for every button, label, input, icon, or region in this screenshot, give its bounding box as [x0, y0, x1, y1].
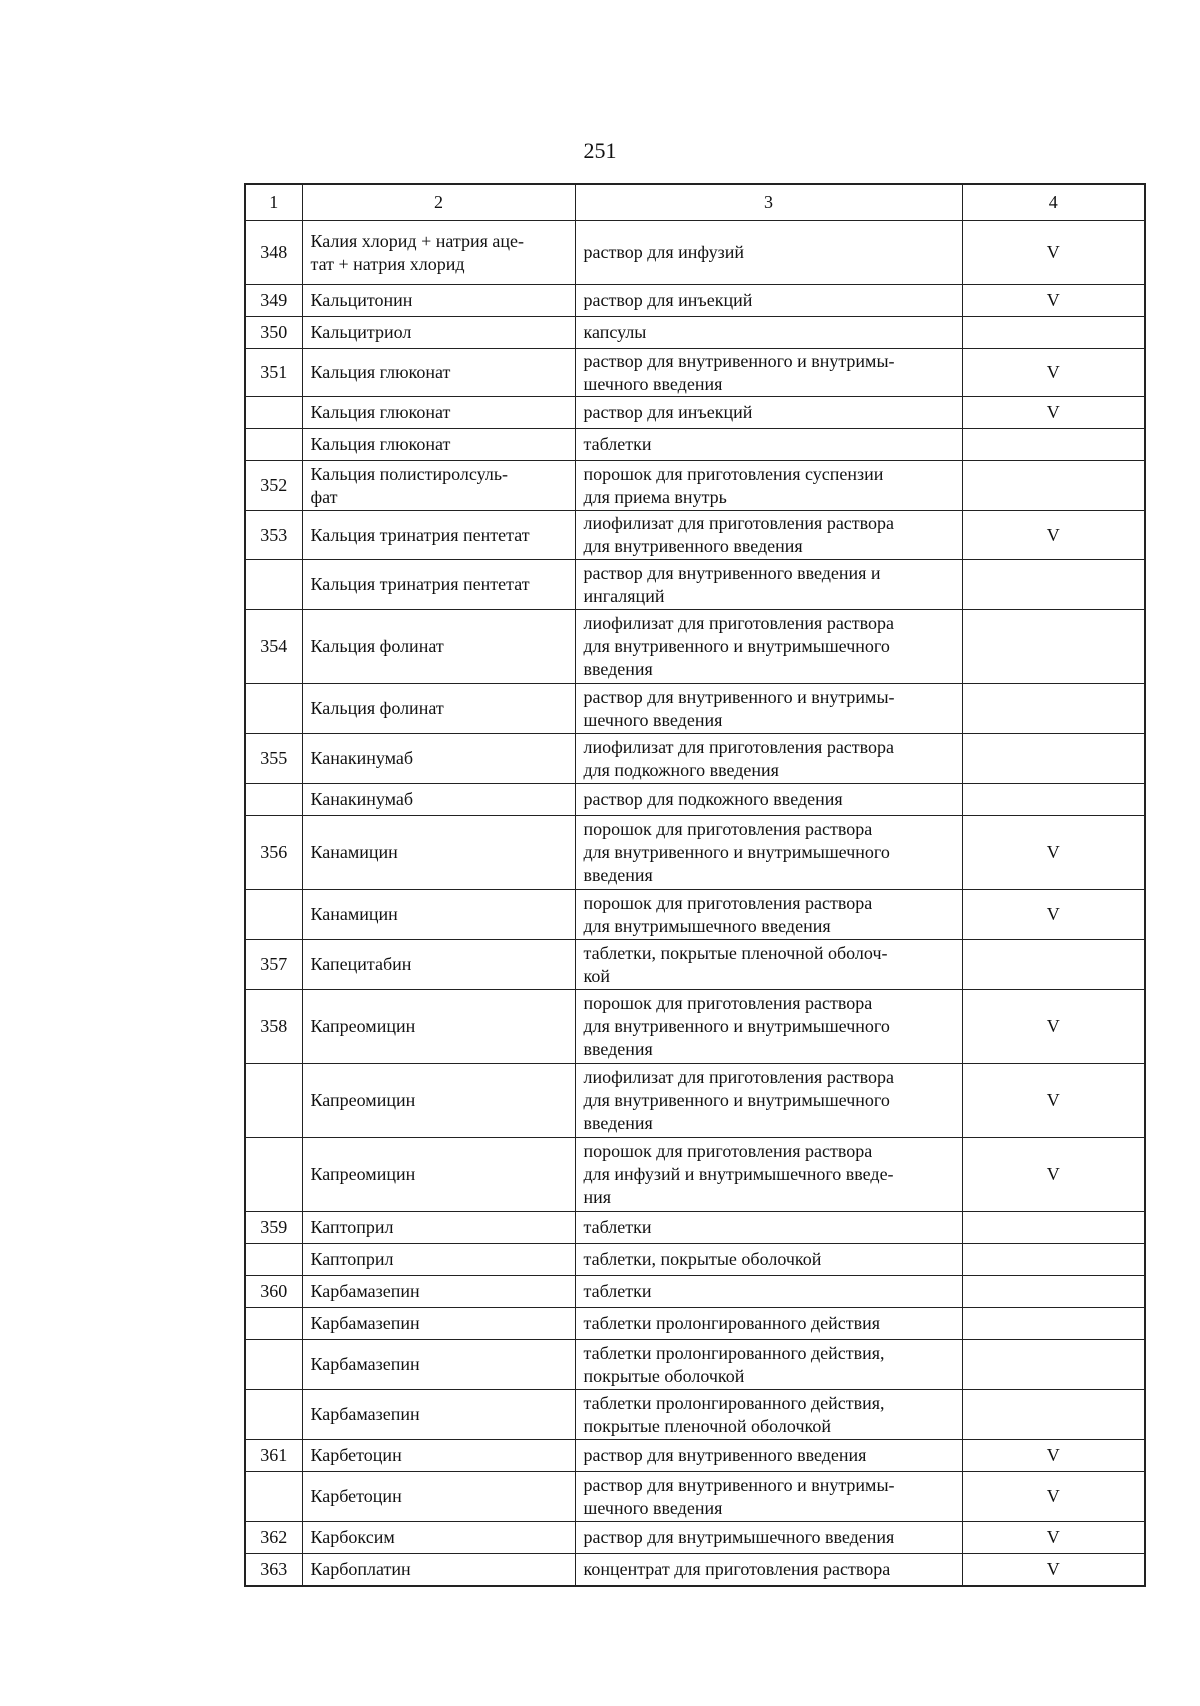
mark-cell: V [962, 1472, 1145, 1522]
row-number-cell: 357 [245, 940, 302, 990]
row-number-cell [245, 1472, 302, 1522]
mark-cell: V [962, 285, 1145, 317]
drug-name-cell: Канамицин [302, 816, 575, 890]
drug-name-cell: Канакинумаб [302, 734, 575, 784]
drug-name-cell: Карбетоцин [302, 1440, 575, 1472]
dosage-form-cell: раствор для внутривенного и внутримы- шечного введения [575, 1472, 962, 1522]
dosage-form-cell: раствор для внутривенного введения и ингаляций [575, 560, 962, 610]
row-number-cell [245, 1340, 302, 1390]
mark-cell: V [962, 511, 1145, 560]
dosage-form-cell: капсулы [575, 317, 962, 349]
table-row [245, 940, 1145, 990]
table-body [245, 221, 1145, 1586]
drug-name-cell: Кальция тринатрия пентетат [302, 560, 575, 610]
drug-name-cell: Каптоприл [302, 1244, 575, 1276]
dosage-form-cell: лиофилизат для приготовления раствора для внутривенного и внутримышечного введения [575, 610, 962, 684]
drug-name-cell: Кальция глюконат [302, 349, 575, 397]
mark-cell [962, 684, 1145, 734]
mark-cell: V [962, 890, 1145, 940]
dosage-form-cell: таблетки пролонгированного действия [575, 1308, 962, 1340]
table-row [245, 1440, 1145, 1472]
row-number-cell: 351 [245, 349, 302, 397]
table-row [245, 990, 1145, 1064]
row-number-cell [245, 1308, 302, 1340]
page-number: 251 [583, 138, 617, 163]
drug-name-cell: Канамицин [302, 890, 575, 940]
dosage-form-cell: раствор для внутривенного и внутримы- шечного введения [575, 684, 962, 734]
drug-name-cell: Карбетоцин [302, 1472, 575, 1522]
dosage-form-cell: таблетки пролонгированного действия, покрытые оболочкой [575, 1340, 962, 1390]
table-row [245, 1472, 1145, 1522]
mark-cell: V [962, 1440, 1145, 1472]
drug-name-cell: Карбамазепин [302, 1276, 575, 1308]
mark-cell [962, 1212, 1145, 1244]
table-row [245, 684, 1145, 734]
table-row [245, 397, 1145, 429]
dosage-form-cell: лиофилизат для приготовления раствора для внутривенного введения [575, 511, 962, 560]
dosage-form-cell: раствор для подкожного введения [575, 784, 962, 816]
table-row [245, 816, 1145, 890]
dosage-form-cell: концентрат для приготовления раствора [575, 1554, 962, 1586]
mark-cell: V [962, 1522, 1145, 1554]
row-number-cell [245, 784, 302, 816]
table-row [245, 890, 1145, 940]
dosage-form-cell: раствор для внутримышечного введения [575, 1522, 962, 1554]
table-row [245, 560, 1145, 610]
dosage-form-cell: раствор для инфузий [575, 221, 962, 285]
mark-cell: V [962, 221, 1145, 285]
dosage-form-cell: таблетки пролонгированного действия, покрытые пленочной оболочкой [575, 1390, 962, 1440]
drug-name-cell: Канакинумаб [302, 784, 575, 816]
row-number-cell: 350 [245, 317, 302, 349]
mark-cell: V [962, 1138, 1145, 1212]
row-number-cell: 359 [245, 1212, 302, 1244]
row-number-cell: 361 [245, 1440, 302, 1472]
row-number-cell: 358 [245, 990, 302, 1064]
row-number-cell: 352 [245, 461, 302, 511]
mark-cell: V [962, 1064, 1145, 1138]
table-row [245, 1308, 1145, 1340]
mark-cell [962, 940, 1145, 990]
column-header-2: 2 [302, 184, 575, 221]
mark-cell: V [962, 349, 1145, 397]
drug-name-cell: Карбоксим [302, 1522, 575, 1554]
mark-cell: V [962, 990, 1145, 1064]
row-number-cell [245, 684, 302, 734]
dosage-form-cell: таблетки, покрытые оболочкой [575, 1244, 962, 1276]
column-header-3: 3 [575, 184, 962, 221]
dosage-form-cell: лиофилизат для приготовления раствора для внутривенного и внутримышечного введения [575, 1064, 962, 1138]
mark-cell: V [962, 397, 1145, 429]
drug-name-cell: Капреомицин [302, 1064, 575, 1138]
drug-table [244, 183, 1146, 1587]
drug-name-cell: Кальцитонин [302, 285, 575, 317]
table-row [245, 221, 1145, 285]
row-number-cell [245, 1390, 302, 1440]
drug-name-cell: Кальция глюконат [302, 397, 575, 429]
mark-cell [962, 734, 1145, 784]
table-row [245, 1064, 1145, 1138]
row-number-cell [245, 890, 302, 940]
column-header-4: 4 [962, 184, 1145, 221]
row-number-cell: 355 [245, 734, 302, 784]
drug-name-cell: Кальцитриол [302, 317, 575, 349]
dosage-form-cell: порошок для приготовления раствора для внутривенного и внутримышечного введения [575, 990, 962, 1064]
mark-cell: V [962, 816, 1145, 890]
drug-name-cell: Кальция тринатрия пентетат [302, 511, 575, 560]
mark-cell [962, 317, 1145, 349]
dosage-form-cell: порошок для приготовления раствора для инфузий и внутримышечного введе- ния [575, 1138, 962, 1212]
drug-name-cell: Кальция полистиролсуль- фат [302, 461, 575, 511]
row-number-cell [245, 560, 302, 610]
column-header-1: 1 [245, 184, 302, 221]
row-number-cell [245, 397, 302, 429]
dosage-form-cell: раствор для инъекций [575, 285, 962, 317]
row-number-cell: 362 [245, 1522, 302, 1554]
drug-name-cell: Кальция фолинат [302, 684, 575, 734]
drug-name-cell: Капреомицин [302, 990, 575, 1064]
table-row [245, 285, 1145, 317]
mark-cell [962, 1308, 1145, 1340]
table-row [245, 429, 1145, 461]
row-number-cell [245, 1064, 302, 1138]
row-number-cell: 349 [245, 285, 302, 317]
dosage-form-cell: раствор для внутривенного и внутримы- шечного введения [575, 349, 962, 397]
dosage-form-cell: раствор для инъекций [575, 397, 962, 429]
table-row [245, 1390, 1145, 1440]
table-row [245, 1276, 1145, 1308]
row-number-cell: 360 [245, 1276, 302, 1308]
dosage-form-cell: таблетки, покрытые пленочной оболоч- кой [575, 940, 962, 990]
drug-name-cell: Карбамазепин [302, 1308, 575, 1340]
mark-cell [962, 610, 1145, 684]
drug-name-cell: Каптоприл [302, 1212, 575, 1244]
drug-name-cell: Калия хлорид + натрия аце- тат + натрия хлорид [302, 221, 575, 285]
row-number-cell: 356 [245, 816, 302, 890]
dosage-form-cell: лиофилизат для приготовления раствора для подкожного введения [575, 734, 962, 784]
table-row [245, 1138, 1145, 1212]
mark-cell [962, 1390, 1145, 1440]
table-row [245, 511, 1145, 560]
table-row [245, 317, 1145, 349]
mark-cell [962, 1276, 1145, 1308]
dosage-form-cell: таблетки [575, 429, 962, 461]
table-row [245, 1554, 1145, 1586]
drug-name-cell: Карбоплатин [302, 1554, 575, 1586]
table-row [245, 1244, 1145, 1276]
drug-name-cell: Капреомицин [302, 1138, 575, 1212]
drug-name-cell: Кальция глюконат [302, 429, 575, 461]
row-number-cell [245, 1138, 302, 1212]
table-row [245, 1522, 1145, 1554]
row-number-cell [245, 1244, 302, 1276]
table-row [245, 784, 1145, 816]
row-number-cell: 354 [245, 610, 302, 684]
drug-name-cell: Карбамазепин [302, 1390, 575, 1440]
drug-name-cell: Кальция фолинат [302, 610, 575, 684]
table-row [245, 610, 1145, 684]
table-row [245, 734, 1145, 784]
dosage-form-cell: таблетки [575, 1276, 962, 1308]
mark-cell [962, 1244, 1145, 1276]
mark-cell [962, 461, 1145, 511]
table-row [245, 461, 1145, 511]
mark-cell: V [962, 1554, 1145, 1586]
dosage-form-cell: порошок для приготовления раствора для внутримышечного введения [575, 890, 962, 940]
mark-cell [962, 560, 1145, 610]
row-number-cell: 353 [245, 511, 302, 560]
dosage-form-cell: порошок для приготовления суспензии для приема внутрь [575, 461, 962, 511]
row-number-cell [245, 429, 302, 461]
table-header-row [245, 184, 1145, 221]
mark-cell [962, 429, 1145, 461]
table-row [245, 1212, 1145, 1244]
row-number-cell: 363 [245, 1554, 302, 1586]
drug-name-cell: Капецитабин [302, 940, 575, 990]
drug-name-cell: Карбамазепин [302, 1340, 575, 1390]
mark-cell [962, 1340, 1145, 1390]
mark-cell [962, 784, 1145, 816]
dosage-form-cell: таблетки [575, 1212, 962, 1244]
dosage-form-cell: раствор для внутривенного введения [575, 1440, 962, 1472]
table-row [245, 1340, 1145, 1390]
table-row [245, 349, 1145, 397]
row-number-cell: 348 [245, 221, 302, 285]
dosage-form-cell: порошок для приготовления раствора для внутривенного и внутримышечного введения [575, 816, 962, 890]
